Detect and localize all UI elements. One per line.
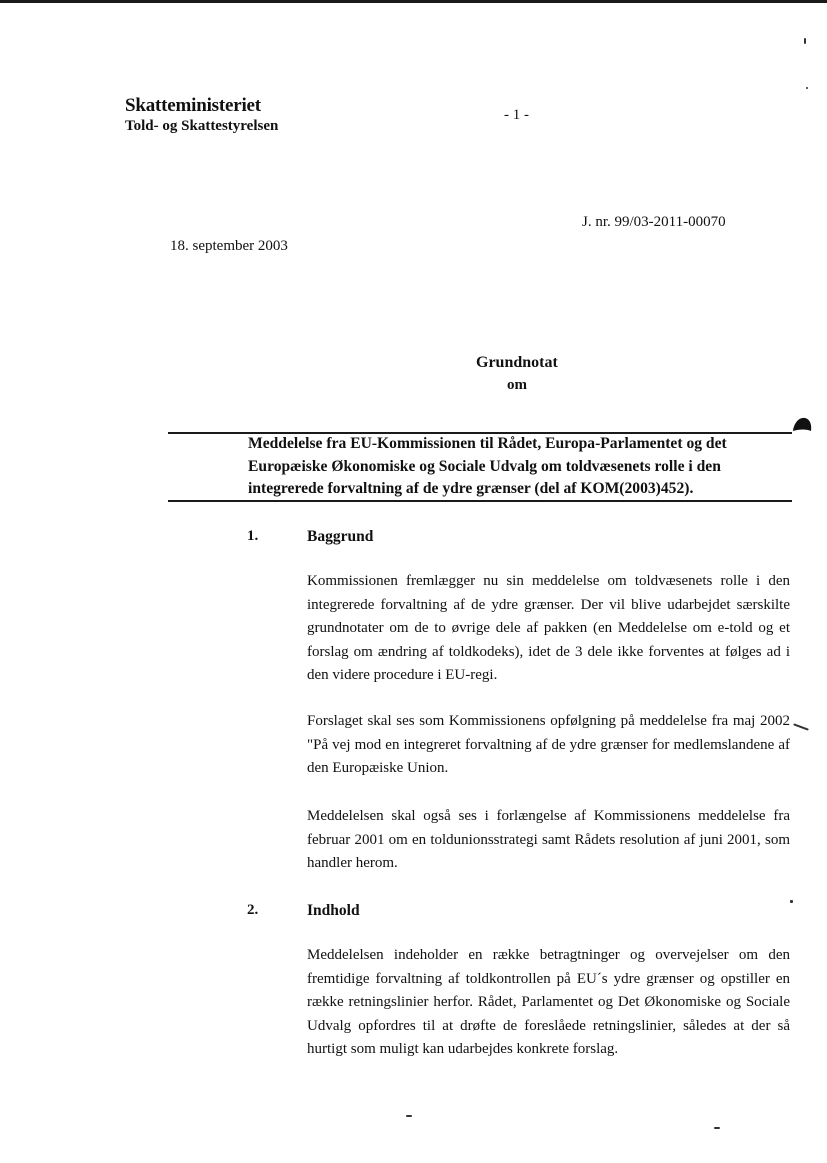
agency-name: Told- og Skattestyrelsen: [125, 118, 279, 134]
subject-text: Meddelelse fra EU-Kommissionen til Rådet, Europa-Parlamentet og det Europæiske Økonomiske og Sociale Udvalg om toldvæsenets rolle i den integrerede forvaltning af de ydre grænser (del af KOM(2003)452).: [248, 435, 727, 497]
section-paragraph: Meddelelsen skal også ses i forlængelse af Kommissionens meddelelse fra februar 2001 om en toldunionsstrategi samt Rådets resolution af juni 2001, som handler herom.: [307, 808, 790, 871]
document-date: 18. september 2003: [170, 238, 288, 254]
section-heading: Baggrund: [307, 528, 374, 545]
page-number: - 1 -: [504, 107, 529, 123]
scan-blot-mark: [791, 415, 813, 433]
journal-number: J. nr. 99/03-2011-00070: [582, 214, 726, 230]
section-paragraph: Forslaget skal ses som Kommissionens opfølgning på meddelelse fra maj 2002 "På vej mod en integreret forvaltning af de ydre grænser for medlemslandene af den Europæiske Union.: [307, 713, 790, 776]
section-number: 2.: [247, 902, 259, 918]
document-title: Grundnotat: [476, 354, 558, 371]
scan-speck: [406, 1115, 412, 1117]
ministry-name: Skatteministeriet: [125, 95, 261, 116]
scan-speck: [806, 87, 808, 89]
section-paragraph: Meddelelsen indeholder en række betragtninger og overvejelser om den fremtidige forvaltning af toldkontrollen på EU´s ydre grænser og opstiller en række retningslinier herfor. Rådet, Parlamentet og Det Økonomiske og Sociale Udvalg opfordres til at drøfte de foreslåede retningslinier, således at der så hurtigt som muligt kan udarbejdes konkrete forslag.: [307, 947, 790, 1057]
document-subtitle: om: [507, 377, 527, 393]
scan-speck: [804, 38, 806, 44]
scan-speck: [793, 723, 809, 730]
subject-bottom-rule: [168, 500, 792, 502]
top-scan-edge: [0, 0, 827, 3]
scan-speck: [714, 1127, 720, 1129]
section-number: 1.: [247, 528, 259, 544]
section-heading: Indhold: [307, 902, 360, 919]
scan-speck: [790, 900, 793, 903]
section-paragraph: Kommissionen fremlægger nu sin meddelelse om toldvæsenets rolle i den integrerede forvaltning af de ydre grænser. Der vil blive udarbejdet særskilte grundnotater om de to øvrige dele af pakken (en Meddelelse om e-told og et forslag om ændring af toldkodeks), idet de 3 dele ikke forventes at følges ad i den videre procedure i EU-regi.: [307, 573, 790, 683]
